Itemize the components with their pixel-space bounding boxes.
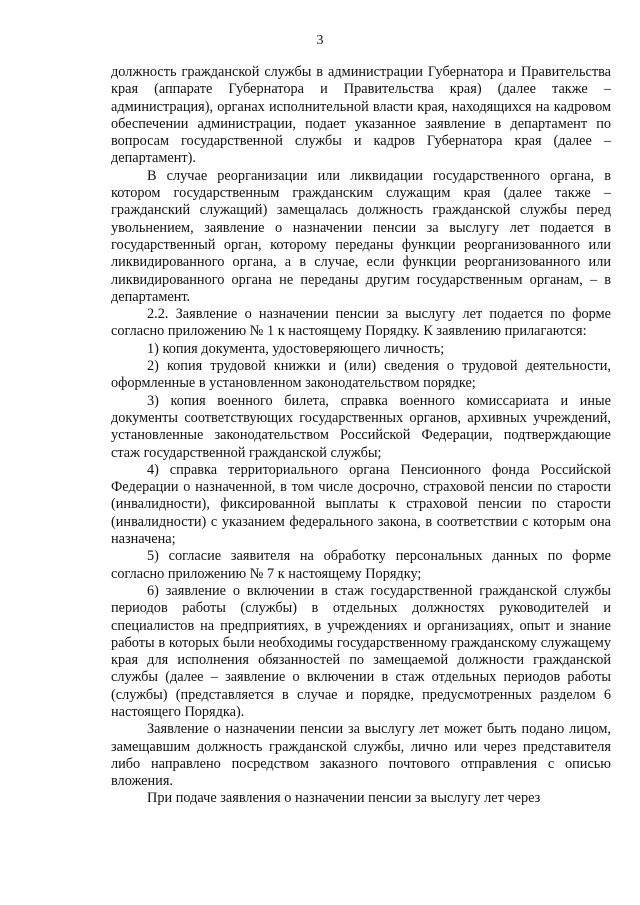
paragraph-submission-methods: Заявление о назначении пенсии за выслугу лет может быть подано лицом, замещавшим должность гражданской службы, лично или через представителя либо направлено посредством заказного почтового отправления с описью вложения. [111, 721, 611, 790]
list-item-2: 2) копия трудовой книжки и (или) сведения о трудовой деятельности, оформленные в установленном законодательством порядке; [111, 358, 611, 392]
page-number: 3 [316, 33, 324, 48]
list-item-5: 5) согласие заявителя на обработку персональных данных по форме согласно приложению № 7 к настоящему Порядку; [111, 548, 611, 582]
list-item-1: 1) копия документа, удостоверяющего личность; [147, 340, 445, 357]
paragraph-submission-via: При подаче заявления о назначении пенсии за выслугу лет через [147, 790, 541, 807]
document-body [111, 64, 611, 808]
paragraph-reorganization: В случае реорганизации или ликвидации государственного органа, в котором государственным гражданским служащим края (далее также – гражданский служащий) замещалась должность гражданской службы перед увольнением, заявление о назначении пенсии за выслугу лет подается в государственный орган, которому переданы функции реорганизованного или ликвидированного органа, а в случае, если функции реорганизованного или ликвидированного органа не переданы другим государственным органам, – в департамент. [111, 167, 611, 305]
paragraph-continuation: должность гражданской службы в администрации Губернатора и Правительства края (аппарате Губернатора и Правительства края) (далее также – администрация), органах исполнительной власти края, находящихся на кадровом обеспечении администрации, подает указанное заявление в департамент по вопросам государственной службы и кадров Губернатора края (далее – департамент). [111, 64, 611, 167]
list-item-4: 4) справка территориального органа Пенсионного фонда Российской Федерации о назначенной, в том числе досрочно, страховой пенсии по старости (инвалидности), фиксированной выплаты к страховой пенсии по старости (инвалидности) с указанием федерального закона, в соответствии с которым она назначена; [111, 461, 611, 548]
paragraph-clause-2-2: 2.2. Заявление о назначении пенсии за выслугу лет подается по форме согласно приложению № 1 к настоящему Порядку. К заявлению прилагаются: [111, 306, 611, 340]
list-item-6: 6) заявление о включении в стаж государственной гражданской службы периодов работы (службы) в отдельных должностях руководителей и специалистов на предприятиях, в учреждениях и организациях, опыт и знание работы в которых были необходимы государственному гражданскому служащему края для исполнения обязанностей по замещаемой должности гражданской службы (далее – заявление о включении в стаж отдельных периодов работы (службы) (представляется в случае и порядке, предусмотренных разделом 6 настоящего Порядка). [111, 582, 611, 720]
list-item-3: 3) копия военного билета, справка военного комиссариата и иные документы соответствующих государственных органов, архивных учреждений, установленные законодательством Российской Федерации, подтверждающие стаж государственной гражданской службы; [111, 392, 611, 461]
